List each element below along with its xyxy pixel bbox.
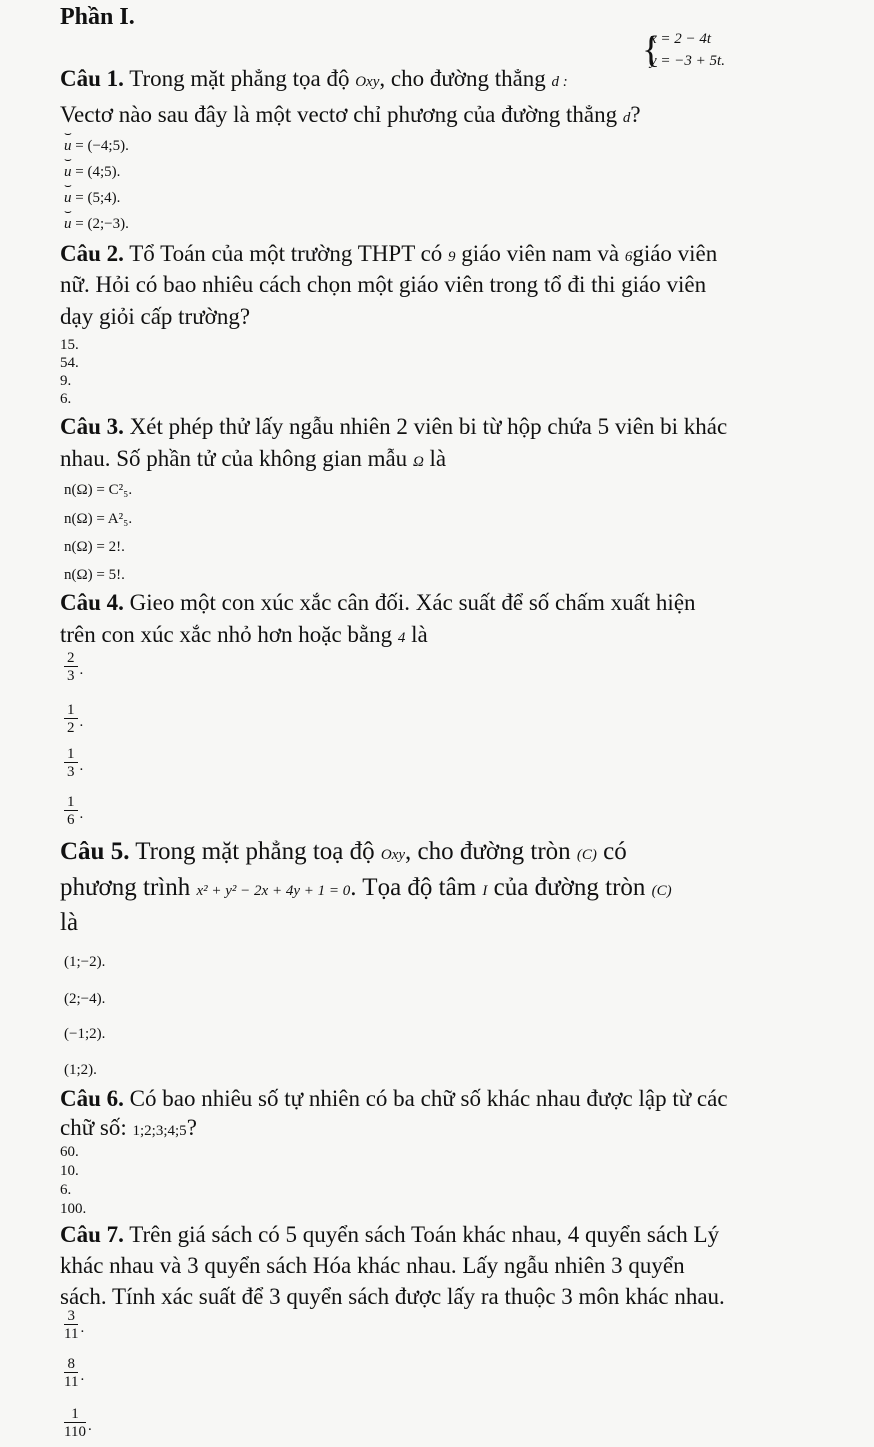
q1-option-a: ⌣ u = (−4;5). <box>64 137 129 155</box>
q5-option-a: (1;−2). <box>64 954 106 970</box>
q2-option-b: 54. <box>60 355 79 371</box>
q4-option-a: 2 3 . <box>64 650 78 685</box>
q7-stem-line1: Câu 7. Trên giá sách có 5 quyển sách Toán khác nhau, 4 quyển sách Lý <box>60 1222 720 1247</box>
q2-label: Câu 2. <box>60 241 124 266</box>
q5-option-d: (1;2). <box>64 1062 97 1078</box>
q2-option-d: 6. <box>60 391 72 407</box>
q5-option-b: (2;−4). <box>64 991 106 1007</box>
q5-stem-line1: Câu 5. Trong mặt phẳng toạ độ Oxy, cho đường tròn (C) có <box>60 838 627 865</box>
q4-option-d: 1 6 . <box>64 794 78 829</box>
q6-option-a: 60. <box>60 1144 79 1160</box>
q7-option-a: 3 11 . <box>64 1308 85 1342</box>
q1-label: Câu 1. <box>60 66 124 91</box>
q1-sys-line1: x = 2 − 4t <box>650 31 712 47</box>
q3-stem-line1: Câu 3. Xét phép thử lấy ngẫu nhiên 2 viên bi từ hộp chứa 5 viên bi khác <box>60 414 728 439</box>
q1-stem-line2: Vectơ nào sau đây là một vectơ chỉ phương của đường thẳng d? <box>60 102 641 127</box>
q2-stem-line1: Câu 2. Tổ Toán của một trường THPT có 9 giáo viên nam và 6giáo viên <box>60 241 718 266</box>
q5-label: Câu 5. <box>60 838 130 865</box>
q2-stem-line3: dạy giỏi cấp trường? <box>60 304 251 329</box>
q4-stem-line2: trên con xúc xắc nhỏ hơn hoặc bằng 4 là <box>60 622 428 647</box>
q6-stem-line2: chữ số: 1;2;3;4;5? <box>60 1115 197 1140</box>
q3-option-d: n(Ω) = 5!. <box>64 567 125 583</box>
q4-label: Câu 4. <box>60 590 124 615</box>
q6-option-c: 6. <box>60 1182 72 1198</box>
q6-label: Câu 6. <box>60 1086 124 1111</box>
q7-option-c: 1 110 . <box>64 1406 92 1440</box>
q1-option-b: ⌣ u = (4;5). <box>64 163 120 181</box>
q7-label: Câu 7. <box>60 1222 124 1247</box>
q1-stem-line1: Câu 1. Trong mặt phẳng tọa độ Oxy, cho đường thẳng d : <box>60 66 568 91</box>
q4-option-c: 1 3 . <box>64 746 78 781</box>
q1-sys-line2: y = −3 + 5t. <box>650 53 725 69</box>
q4-option-b: 1 2 . <box>64 702 78 737</box>
q6-stem-line1: Câu 6. Có bao nhiêu số tự nhiên có ba chữ số khác nhau được lập từ các <box>60 1086 728 1111</box>
q3-option-c: n(Ω) = 2!. <box>64 539 125 555</box>
q3-option-b: n(Ω) = A²₅. <box>64 511 133 527</box>
q1-option-c: ⌣ u = (5;4). <box>64 189 120 207</box>
q5-stem-line2: phương trình x² + y² − 2x + 4y + 1 = 0. Tọa độ tâm I của đường tròn (C) <box>60 874 672 901</box>
section-heading: Phần I. <box>60 4 135 30</box>
q1-option-d: ⌣ u = (2;−3). <box>64 215 129 233</box>
q4-stem-line1: Câu 4. Gieo một con xúc xắc cân đối. Xác suất để số chấm xuất hiện <box>60 590 696 615</box>
q7-stem-line3: sách. Tính xác suất để 3 quyển sách được lấy ra thuộc 3 môn khác nhau. <box>60 1284 725 1309</box>
q3-label: Câu 3. <box>60 414 124 439</box>
q7-option-b: 8 11 . <box>64 1356 85 1390</box>
q2-option-a: 15. <box>60 337 79 353</box>
q6-option-b: 10. <box>60 1163 79 1179</box>
q7-stem-line2: khác nhau và 3 quyển sách Hóa khác nhau. Lấy ngẫu nhiên 3 quyển <box>60 1253 685 1278</box>
q3-option-a: n(Ω) = C²₅. <box>64 482 133 498</box>
q5-option-c: (−1;2). <box>64 1026 106 1042</box>
q2-stem-line2: nữ. Hỏi có bao nhiêu cách chọn một giáo viên trong tổ đi thi giáo viên <box>60 272 707 297</box>
q3-stem-line2: nhau. Số phần tử của không gian mẫu Ω là <box>60 446 447 471</box>
q5-stem-line3: là <box>60 909 79 936</box>
q6-option-d: 100. <box>60 1201 87 1217</box>
q2-option-c: 9. <box>60 373 72 389</box>
q1-brace: { <box>642 29 661 71</box>
